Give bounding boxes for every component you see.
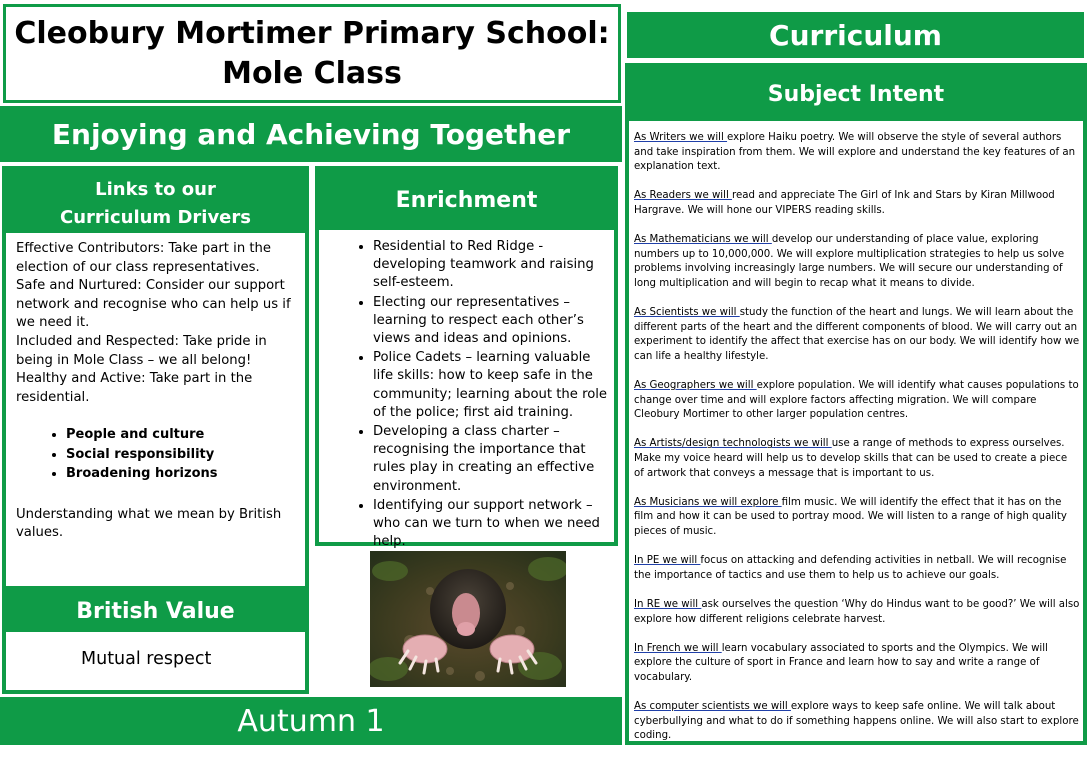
curriculum-drivers-heading-line1: Links to our <box>95 179 216 200</box>
enrichment-item: • Electing our representatives – learning to respect each other’s views and ideas and opinions. <box>373 294 610 349</box>
subject-lead: In PE we will <box>634 555 701 567</box>
subject-text: explore population. We will identify what causes populations to change over time and will explore factors affecting migration. We will compare Cleobury Mortimer to other larger population centres. <box>634 380 1079 421</box>
driver-bullet: • Broadening horizons <box>66 464 297 484</box>
subject-paragraph <box>634 131 1080 175</box>
subject-lead: In French we will <box>634 642 722 654</box>
subject-text: read and appreciate The Girl of Ink and Stars by Kiran Millwood Hargrave. We will hone our VIPERS reading skills. <box>634 190 1055 216</box>
subject-lead: As Readers we will <box>634 190 733 202</box>
enrichment-list <box>319 238 610 551</box>
subject-paragraph <box>634 379 1080 423</box>
curriculum-drivers-panel <box>2 166 309 590</box>
driver-bullet: • People and culture <box>66 425 297 445</box>
driver-bullet: • Social responsibility <box>66 445 297 465</box>
enrichment-item: • Developing a class charter – recognising the importance that rules play in creating an effective environment. <box>373 423 610 496</box>
subject-text: ask ourselves the question ‘Why do Hindus want to be good?’ We will also explore how different religions celebrate harvest. <box>634 599 1080 625</box>
subject-text: explore ways to keep safe online. We will talk about cyberbullying and what to do if something happens online. We will also start to explore coding. <box>634 701 1079 742</box>
subject-lead: As Mathematicians we will <box>634 234 772 246</box>
subject-lead: As computer scientists we will <box>634 701 791 713</box>
subject-paragraph <box>634 189 1080 218</box>
title-line-1: Cleobury Mortimer Primary School: <box>14 15 610 51</box>
mole-illustration <box>370 551 566 687</box>
subject-intent-body <box>634 131 1080 759</box>
title-line-2: Mole Class <box>222 55 402 91</box>
page-title <box>14 14 609 94</box>
enrichment-item: • Residential to Red Ridge - developing teamwork and raising self-esteem. <box>373 238 610 293</box>
enrichment-panel <box>315 166 618 550</box>
subject-lead: As Scientists we will <box>634 307 740 319</box>
subject-lead: As Musicians we will explore <box>634 496 782 508</box>
subject-text: learn vocabulary associated to sports and the Olympics. We will explore the culture of sport in France and learn how to say and write a range of vocabulary. <box>634 642 1048 683</box>
british-values-note: Understanding what we mean by British values. <box>16 506 282 541</box>
subject-paragraph <box>634 233 1080 291</box>
subject-paragraph <box>634 306 1080 364</box>
subject-lead: As Artists/design technologists we will <box>634 438 832 450</box>
driver-paragraph: Effective Contributors: Take part in the election of our class representatives. <box>16 241 272 275</box>
curriculum-drivers-heading <box>6 170 305 233</box>
driver-paragraph: Safe and Nurtured: Consider our support network and recognise who can help us if we need it. <box>16 278 291 331</box>
subject-intent-panel <box>625 63 1087 745</box>
term-label: Autumn 1 <box>0 697 622 745</box>
subject-lead: As Geographers we will <box>634 380 757 392</box>
curriculum-drivers-heading-line2: Curriculum Drivers <box>60 207 251 228</box>
enrichment-body <box>319 238 610 552</box>
driver-bullets <box>16 425 297 484</box>
curriculum-heading: Curriculum <box>627 12 1084 58</box>
subject-paragraph <box>634 437 1080 481</box>
driver-paragraph: Healthy and Active: Take part in the residential. <box>16 371 253 405</box>
subject-paragraph <box>634 554 1080 583</box>
subject-paragraph <box>634 598 1080 627</box>
subject-lead: In RE we will <box>634 599 702 610</box>
curriculum-drivers-body <box>16 240 297 543</box>
subject-paragraph <box>634 496 1080 540</box>
subject-lead: As Writers we will <box>634 132 728 143</box>
enrichment-item: • Police Cadets – learning valuable life skills: how to keep safe in the community; learning about the role of the police; first aid training. <box>373 349 610 422</box>
enrichment-item: • Identifying our support network – who can we turn to when we need help. <box>373 497 610 552</box>
british-value-heading: British Value <box>2 590 309 632</box>
subject-text: explore Haiku poetry. We will observe the style of several authors and take inspiration from them. We will explore and understand the key features of an explanation text. <box>634 132 1076 173</box>
british-value-text: Mutual respect <box>2 632 309 694</box>
enrichment-heading: Enrichment <box>319 170 614 230</box>
mole-photo <box>370 551 566 687</box>
subject-paragraph <box>634 700 1080 744</box>
title-box <box>3 4 621 103</box>
subject-text: develop our understanding of place value, exploring numbers up to 10,000,000. We will explore multiplication strategies to help us solve problems involving increasingly large numbers. We will secure our understanding of long multiplication and will begin to recap what it means to divide. <box>634 234 1065 289</box>
subject-text: study the function of the heart and lungs. We will learn about the different parts of the heart and the different components of blood. We will carry out an experiment to identify the affect that exercise has on our body. We will identify how we can life a healthy lifestyle. <box>634 307 1080 362</box>
subject-intent-heading: Subject Intent <box>629 67 1083 121</box>
subject-text: film music. We will identify the effect that it has on the film and how it can be used to portray mood. We will listen to a range of high quality pieces of music. <box>634 496 1067 538</box>
subject-text: focus on attacking and defending activities in netball. We will recognise the importance of tactics and use them to help us to achieve our goals. <box>634 555 1067 581</box>
driver-paragraph: Included and Respected: Take pride in being in Mole Class – we all belong! <box>16 333 267 368</box>
subject-text: use a range of methods to express ourselves. Make my voice heard will help us to develop skills that can be used to create a piece of artwork that conveys a message that is important to us. <box>634 438 1068 479</box>
tagline-banner: Enjoying and Achieving Together <box>0 106 622 162</box>
subject-paragraph <box>634 642 1080 686</box>
